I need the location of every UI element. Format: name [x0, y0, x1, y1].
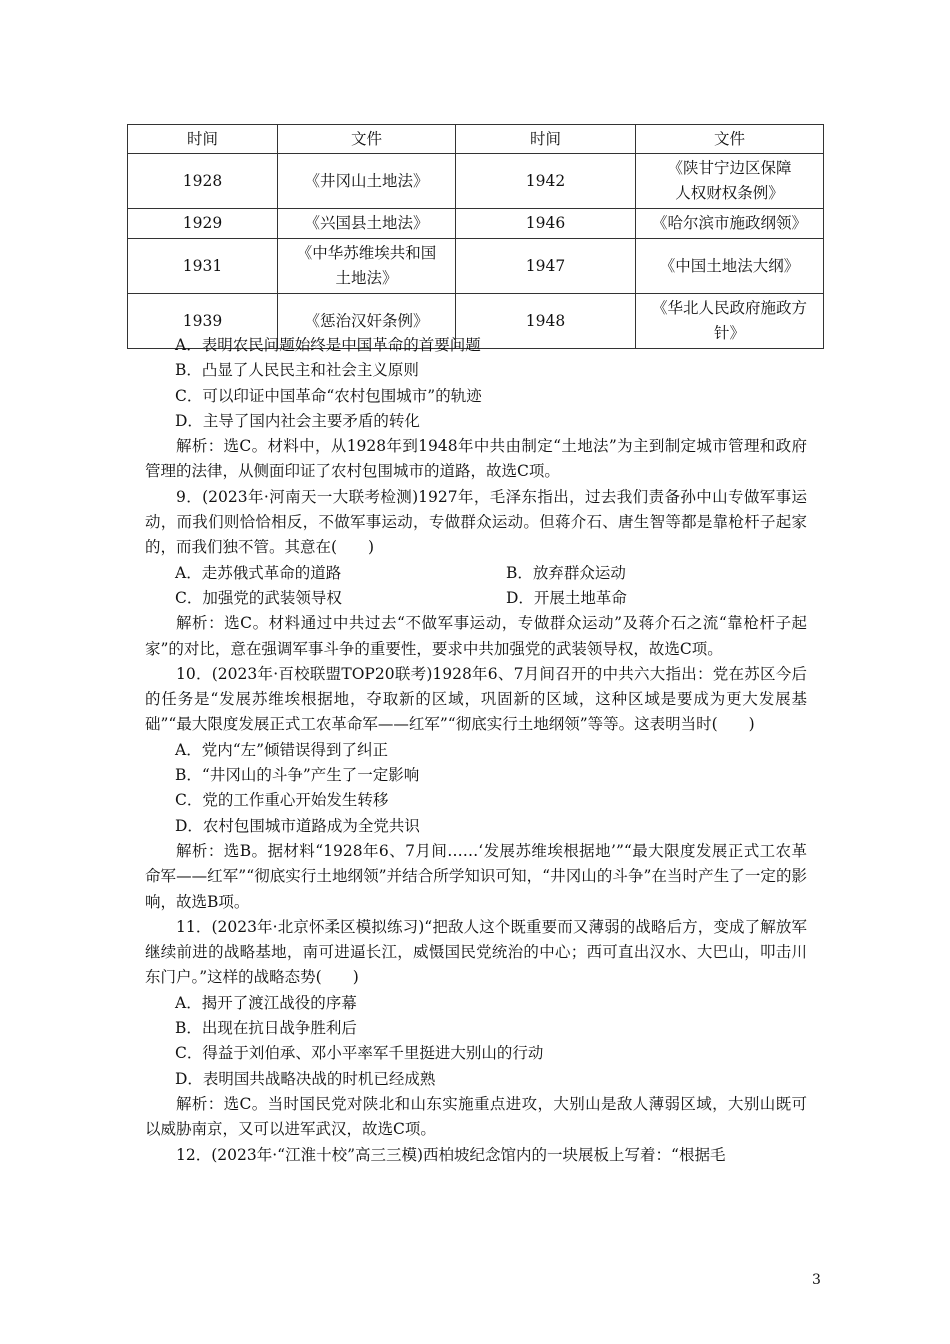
table-cell: 《中国土地法大纲》: [636, 239, 824, 294]
q8-option-b: B．凸显了人民民主和社会主义原则: [175, 361, 419, 380]
laws-table: [127, 124, 824, 349]
cell-line: 《华北人民政府施政方: [651, 299, 807, 317]
q10-option-c: C．党的工作重心开始发生转移: [175, 791, 389, 810]
table-cell: 《兴国县土地法》: [278, 209, 456, 239]
q11-stem: 11．(2023年·北京怀柔区模拟练习)“把敌人这个既重要而又薄弱的战略后方，变成了解放军继续前进的战略基地，南可进逼长江，威慑国民党统治的中心；西可直出汉水、大巴山，叩击川东门户。”这样的战略态势( ): [145, 917, 807, 987]
table-cell: 1931: [128, 239, 278, 294]
header-file-2: 文件: [636, 125, 824, 154]
table-cell: 1948: [456, 294, 636, 349]
cell-line: 《中华苏维埃共和国: [296, 244, 437, 262]
q9-option-c: C．加强党的武装领导权: [175, 588, 342, 607]
q11-option-a: A．揭开了渡江战役的序幕: [175, 993, 357, 1012]
table-cell: 《井冈山土地法》: [278, 154, 456, 209]
table-cell: [636, 154, 824, 209]
header-file-1: 文件: [278, 125, 456, 154]
table-cell: 1939: [128, 294, 278, 349]
cell-line: 土地法》: [335, 269, 398, 287]
table-cell: 1947: [456, 239, 636, 294]
cell-line: 针》: [713, 324, 745, 342]
questions-content: [145, 333, 807, 1168]
q10-stem: 10．(2023年·百校联盟TOP20联考)1928年6、7月间召开的中共六大指出：党在苏区今后的任务是“发展苏维埃根据地，夺取新的区域，巩固新的区域，这种区域是要成为更大发展基础”“最大限度发展正式工农革命军——红军”“彻底实行土地纲领”等等。这表明当时( ): [145, 664, 807, 734]
q8-option-d: D．主导了国内社会主要矛盾的转化: [175, 411, 420, 430]
q8-analysis: 解析：选C。材料中，从1928年到1948年中共由制定“土地法”为主到制定城市管理和政府管理的法律，从侧面印证了农村包围城市的道路，故选C项。: [145, 437, 807, 481]
q9-options-row-2: [145, 586, 807, 611]
q10-analysis: 解析：选B。据材料“1928年6、7月间……‘发展苏维埃根据地’”“最大限度发展正式工农革命军——红军”“彻底实行土地纲领”并结合所学知识可知，“井冈山的斗争”在当时产生了一定的影响，故选B项。: [145, 841, 807, 911]
table-cell: [278, 239, 456, 294]
q11-option-d: D．表明国共战略决战的时机已经成熟: [175, 1069, 436, 1088]
q8-option-c: C．可以印证中国革命“农村包围城市”的轨迹: [175, 386, 482, 405]
q10-option-a: A．党内“左”倾错误得到了纠正: [175, 740, 389, 759]
q12-stem: 12．(2023年·“江淮十校”高三三模)西柏坡纪念馆内的一块展板上写着：“根据毛: [176, 1145, 726, 1164]
q11-option-b: B．出现在抗日战争胜利后: [175, 1019, 357, 1038]
table-header-row: [128, 125, 824, 154]
q9-option-b: B．放弃群众运动: [506, 563, 626, 582]
q9-option-a: A．走苏俄式革命的道路: [175, 563, 342, 582]
table-row: [128, 209, 824, 239]
table-cell: 1946: [456, 209, 636, 239]
table-cell: 1928: [128, 154, 278, 209]
q11-analysis: 解析：选C。当时国民党对陕北和山东实施重点进攻，大别山是敌人薄弱区域，大别山既可以威胁南京，又可以进军武汉，故选C项。: [145, 1094, 807, 1139]
table-row: [128, 154, 824, 209]
q9-option-d: D．开展土地革命: [506, 588, 627, 607]
header-time-2: 时间: [456, 125, 636, 154]
table-row: [128, 239, 824, 294]
table-cell: 《哈尔滨市施政纲领》: [636, 209, 824, 239]
table-cell: 1942: [456, 154, 636, 209]
header-time-1: 时间: [128, 125, 278, 154]
q9-analysis: 解析：选C。材料通过中共过去“不做军事运动，专做群众运动”及蒋介石之流“靠枪杆子起家”的对比，意在强调军事斗争的重要性，要求中共加强党的武装领导权，故选C项。: [145, 614, 807, 658]
q10-option-d: D．农村包围城市道路成为全党共识: [175, 816, 420, 835]
q11-option-c: C．得益于刘伯承、邓小平率军千里挺进大别山的行动: [175, 1044, 544, 1063]
cell-line: 人权财权条例》: [675, 184, 784, 202]
cell-line: 《陕甘宁边区保障: [667, 159, 792, 177]
q8-option-a: A．表明农民问题始终是中国革命的首要问题: [175, 336, 481, 354]
q9-options-row-1: [145, 561, 807, 586]
page-number: 3: [812, 1272, 821, 1288]
table-cell: 1929: [128, 209, 278, 239]
q10-option-b: B．“井冈山的斗争”产生了一定影响: [175, 766, 420, 785]
table-cell: 《惩治汉奸条例》: [278, 294, 456, 349]
q9-stem: 9．(2023年·河南天一大联考检测)1927年，毛泽东指出，过去我们责备孙中山专做军事运动，而我们则恰恰相反，不做军事运动，专做群众运动。但蒋介石、唐生智等都是靠枪杆子起家的，而我们独不管。其意在( ): [145, 487, 807, 557]
